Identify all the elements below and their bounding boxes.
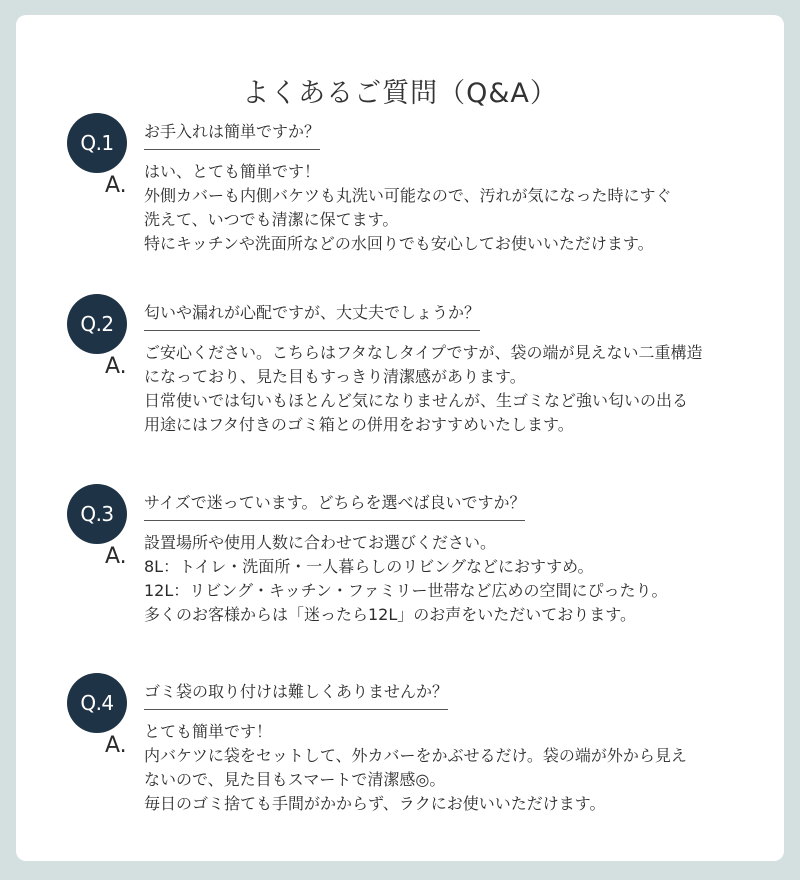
page-title: よくあるご質問（Q&A） [242, 78, 558, 109]
answer-line: ないので、見た目もスマートで清潔感◎。 [144, 770, 446, 789]
answer-line: 12L：リビング・キッチン・ファミリー世帯など広めの空間にぴったり。 [144, 581, 668, 600]
answer-text [144, 341, 703, 437]
question-badge: Q.3 [67, 484, 127, 544]
answer-line: 日常使いでは匂いもほとんど気になりませんが、生ゴミなど強い匂いの出る [144, 391, 689, 410]
answer-line: とても簡単です！ [144, 722, 273, 741]
answer-text [144, 531, 668, 627]
answer-line: ご安心ください。こちらはフタなしタイプですが、袋の端が見えない二重構造 [144, 343, 703, 362]
answer-line: 用途にはフタ付きのゴミ箱との併用をおすすめいたします。 [144, 415, 574, 434]
question-text: お手入れは簡単ですか？ [144, 119, 320, 150]
answer-line: 設置場所や使用人数に合わせてお選びください。 [144, 533, 497, 552]
answer-line: 8L：トイレ・洗面所・一人暮らしのリビングなどにおすすめ。 [144, 557, 594, 576]
question-badge: Q.4 [67, 673, 127, 733]
answer-line: 毎日のゴミ捨ても手間がかからず、ラクにお使いいただけます。 [144, 794, 606, 813]
answer-line: 多くのお客様からは「迷ったら12L」のお声をいただいております。 [144, 605, 636, 624]
answer-line: になっており、見た目もすっきり清潔感があります。 [144, 367, 526, 386]
answer-mark: A. [105, 354, 127, 379]
answer-line: 洗えて、いつでも清潔に保てます。 [144, 210, 399, 229]
answer-line: 内バケツに袋をセットして、外カバーをかぶせるだけ。袋の端が外から見え [144, 746, 687, 765]
answer-line: 外側カバーも内側バケツも丸洗い可能なので、汚れが気になった時にすぐ [144, 186, 672, 205]
answer-text [144, 720, 687, 816]
question-badge: Q.1 [67, 113, 127, 173]
question-badge: Q.2 [67, 294, 127, 354]
answer-line: 特にキッチンや洗面所などの水回りでも安心してお使いいただけます。 [144, 234, 654, 253]
faq-card [16, 15, 784, 861]
answer-mark: A. [105, 733, 127, 758]
answer-mark: A. [105, 544, 127, 569]
question-text: ゴミ袋の取り付けは難しくありませんか？ [144, 679, 448, 710]
question-text: サイズで迷っています。どちらを選べば良いですか？ [144, 490, 525, 521]
answer-text [144, 160, 672, 256]
answer-line: はい、とても簡単です！ [144, 162, 321, 181]
answer-mark: A. [105, 173, 127, 198]
question-text: 匂いや漏れが心配ですが、大丈夫でしょうか？ [144, 300, 480, 331]
